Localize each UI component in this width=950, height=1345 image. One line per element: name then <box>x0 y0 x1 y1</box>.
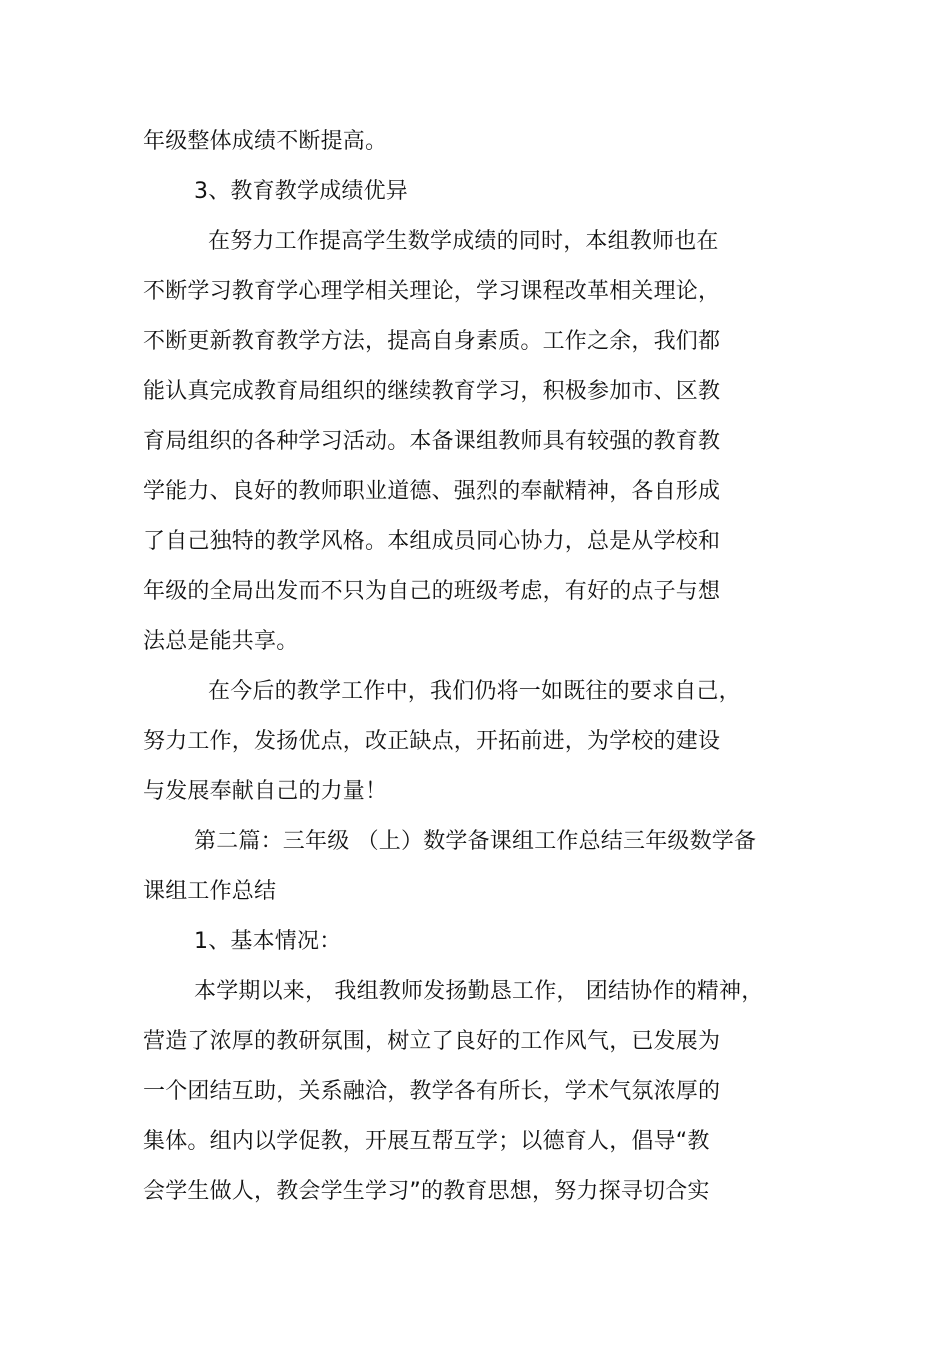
text-line: 集体。组内以学促教，开展互帮互学；以德育人，倡导“教 <box>143 1129 710 1154</box>
text-line: 一个团结互助，关系融洽，教学各有所长，学术气氛浓厚的 <box>143 1079 721 1104</box>
chapter-title: 第二篇：三年级 （上）数学备课组工作总结三年级数学备 <box>194 829 757 854</box>
paragraph-first-line: 在努力工作提高学生数学成绩的同时，本组教师也在 <box>208 229 719 254</box>
chapter-title-continued: 课组工作总结 <box>143 879 277 904</box>
text-line: 育局组织的各种学习活动。本备课组教师具有较强的教育教 <box>143 429 721 454</box>
text-line: 学能力、良好的教师职业道德、强烈的奉献精神，各自形成 <box>143 479 721 504</box>
text-line: 营造了浓厚的教研氛围，树立了良好的工作风气，已发展为 <box>143 1029 721 1054</box>
text-line: 年级整体成绩不断提高。 <box>143 129 388 154</box>
paragraph-first-line: 本学期以来， 我组教师发扬勤恳工作， 团结协作的精神， <box>194 979 764 1004</box>
text-line: 会学生做人，教会学生学习”的教育思想，努力探寻切合实 <box>143 1179 710 1204</box>
paragraph-first-line: 在今后的教学工作中，我们仍将一如既往的要求自己， <box>208 679 741 704</box>
section-heading: 3、教育教学成绩优异 <box>194 179 408 204</box>
text-line: 能认真完成教育局组织的继续教育学习，积极参加市、区教 <box>143 379 721 404</box>
section-heading: 1、基本情况： <box>194 929 342 954</box>
text-line: 法总是能共享。 <box>143 629 299 654</box>
text-line: 不断更新教育教学方法，提高自身素质。工作之余，我们都 <box>143 329 721 354</box>
text-line: 不断学习教育学心理学相关理论，学习课程改革相关理论， <box>143 279 721 304</box>
text-line: 努力工作，发扬优点，改正缺点，开拓前进，为学校的建设 <box>143 729 721 754</box>
text-line: 与发展奉献自己的力量！ <box>143 779 388 804</box>
text-line: 了自己独特的教学风格。本组成员同心协力，总是从学校和 <box>143 529 721 554</box>
text-line: 年级的全局出发而不只为自己的班级考虑，有好的点子与想 <box>143 579 721 604</box>
